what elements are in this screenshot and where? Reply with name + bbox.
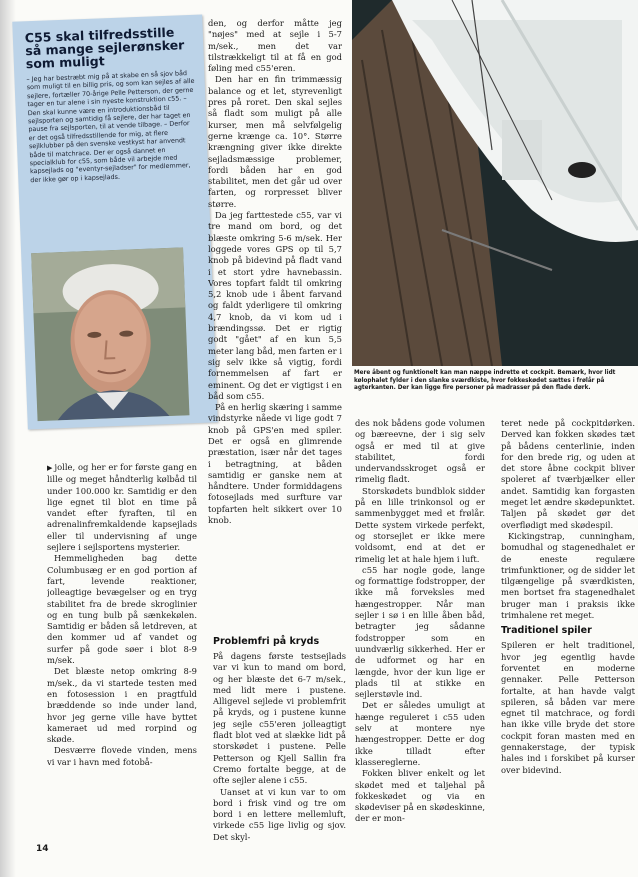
- page-gutter-shadow: [0, 0, 16, 877]
- col3-paragraph: c55 har nogle gode, lange og formattige fodstropper, der ikke må forveksles med hængestropper. Når man sejler i sø i en lille åben båd, betragter jeg sådanne fodstropper som en uundværlig sikkerhed. Her er de udformet og har en længde, hvor der kun lige er plads til at stikke en sejlerstøvle ind.: [355, 564, 485, 700]
- article-column-2-lower: [213, 632, 346, 844]
- boat-photo-image: [352, 0, 638, 366]
- col2c-paragraph: Uanset at vi kun var to om bord i frisk vind og tre om bord i en lettere mellemluft, virkede c55 lige livlig og sjov. Det skyl-: [213, 786, 346, 842]
- article-column-4: [501, 418, 635, 842]
- col2-paragraph: Den har en fin trimmæssig balance og et let, styrevenligt pres på roret. Den skal sejles så fladt som muligt på alle kurser, men må selvfølgelig gerne krænge ca. 10°. Større krængning giver ikke direkte sejladsmæssige problemer, fordi båden har en god stabilitet, men det går ud over farten, og rorpresset bliver større.: [208, 74, 342, 209]
- portrait-photo: [31, 247, 189, 421]
- col4-paragraph: teret nede på cockpitdørken. Derved kan fokken skødes tæt på bådens centerlinie, inden for den brede rig, og uden at det store åbne cockpit bliver spoleret af tværbjælker eller andet. Samtidig kan forgasten meget let ændre skødepunktet. Taljen på skødet gør det overflødigt med skødespil.: [501, 418, 635, 530]
- col4-paragraph: Kickingstrap, cunningham, bomudhal og stagenedhalet er de eneste regulære trimfunktioner, og de sidder let tilgængelige på sværdkisten, men bortset fra stagenedhalet bruger man i praksis ikke trimhalene ret meget.: [501, 530, 635, 621]
- col3-paragraph: Fokken bliver enkelt og let skødet med et taljehal på fokkeskødet og via en skødeviser på en skødeskinne, der er mon-: [355, 768, 485, 824]
- portrait-image: [31, 247, 189, 421]
- sidebar-text: – Jeg har bestræbt mig på at skabe en så sjov båd som muligt til en billig pris, og som kan sejles af alle sejlere, fortæller 70-årige Pelle Petterson, der gerne tager en tur alene i sin nyeste konstruktion c55. – Den skal kunne være en introduktionsbåd til sejlsporten og samtidig få sejlere, der har taget en pause fra sejlsporten, til at vende tilbage. – Derfor er det også tilfredsstillende for mig, at flere sejlklubber på den svenske vestkyst har anvendt både til matchrace. Der er også dannet en specialklub for c55, som både vil arbejde med kapsejlads og "eventyr-sejladser" for medlemmer, der ikke gør op i kapsejlads.: [26, 69, 195, 185]
- col1-paragraph: Det blæste netop omkring 8-9 m/sek., da vi startede testen med en fotosession i en pragtfuld bræddende so inde under land, hvor jeg gerne ville have byttet kameraet ud med rorpind og skøde.: [47, 666, 197, 745]
- arrow-bullet-icon: ▶: [47, 464, 53, 472]
- col3-paragraph: Det er således umuligt at hænge reguleret i c55 uden selv at montere nye hængestropper. Dette er dog ikke tilladt efter klassereglerne.: [355, 700, 485, 767]
- sidebar-title: C55 skal tilfredsstille så mange sejlerønsker som muligt: [24, 24, 185, 72]
- col2c-paragraph: På dagens første testsejlads var vi kun to mand om bord, og her blæste det 6-7 m/sek., med lidt mere i pustene. Alligevel sejlede vi problemfrit på kryds, og i pustene kunne jeg sejle c55'eren jolleagtigt fladt blot ved at slække lidt på storskødet i pustene. Pelle Petterson og Kjell Sallin fra Cremo fortalte begge, at de ofte sejler alene i c55.: [213, 651, 346, 786]
- col2-paragraph: Da jeg farttestede c55, var vi tre mand om bord, og det blæste omkring 5-6 m/sek. Her loggede vores GPS op til 5,7 knob på bidevind på fladt vand i et stort ydre havnebassin. Vores topfart faldt til omkring 5,2 knob ude i åbent farvand og faldt yderligere til omkring 4,7 knob, da vi kom ud i brændingssø. Det er rigtig godt "gået" af en kun 5,5 meter lang båd, men farten er i sig selv ikke så vigtig, fordi fornemmelsen af fart er eminent. Og det er vigtigst i en båd som c55.: [208, 210, 342, 401]
- article-column-2: [208, 18, 342, 562]
- col3-paragraph: des nok bådens gode volumen og bæreevne, der i sig selv også er med til at give stabilitet, fordi undervandsskroget også er rimelig fladt.: [355, 418, 485, 485]
- col1-paragraph: ▶ jolle, og her er for første gang en lille og meget håndterlig kølbåd til under 100.000 kr. Samtidig er den lige egnet til blot en time på vandet efter fyraften, til en adrenalinfremkaldende kapsejlads eller til undervisning af unge sejlere i sejlsportens mysterier.: [47, 462, 197, 553]
- col3-paragraph: Storskødets bundblok sidder på en lille trinkonsol og er sammenbygget med et frølår. Dette system virkede perfekt, og storsejlet er ikke mere voldsomt, end at det er rimelig let at hale hjem i luft.: [355, 485, 485, 564]
- article-column-1: [47, 462, 197, 862]
- col2-paragraph: På en herlig skæring i samme vindstyrke nåede vi lige godt 7 knob på GPS'en med spiler. Det er også en glimrende præstation, især når det tages i betragtning, at båden samtidig er ganske nem at håndtere. Under formiddagens fotosejlads med surfture var topfarten helt sikkert over 10 knob.: [208, 402, 342, 526]
- col2-paragraph: den, og derfor måtte jeg "nøjes" med at sejle i 5-7 m/sek., men det var tilstrækkeligt til at få en god føling med c55'eren.: [208, 18, 342, 74]
- boat-cockpit-photo: [352, 0, 638, 366]
- sidebar-box: [12, 15, 218, 430]
- col1-paragraph: Desværre flovede vinden, mens vi var i havn med fotobå-: [47, 745, 197, 767]
- photo-caption: Mere åbent og funktionelt kan man næppe indrette et cockpit. Bemærk, hvor lidt kølophalet fylder i den slanke sværdkiste, hvor fokkeskødet sættes i frølår på agterkanten. Der kan ligge fire personer på madrasser på den flade dørk.: [354, 370, 616, 392]
- section-heading: Traditionel spiler: [501, 625, 592, 637]
- col4-paragraph: Spileren er helt traditionel, hvor jeg egentlig havde forventet en moderne gennaker. Pelle Petterson fortalte, at han havde valgt spileren, så båden var mere egnet til matchrace, og fordi han ikke ville bryde det store cockpit foran masten med en gennakerstage, der typisk hales ind i forskibet på kurser over bidevind.: [501, 640, 635, 775]
- col1-paragraph: Hemmeligheden bag dette Columbusæg er en god portion af fart, levende reaktioner, jolleagtige bevægelser og en tryg stabilitet fra de brede skroglinier og en tung bulb på sænkekølen. Samtidig er båden så letdreven, at den kommer ud af vandet og surfer på gode søer i blot 8-9 m/sek.: [47, 553, 197, 666]
- article-column-3: [355, 418, 485, 842]
- page-number: 14: [36, 844, 49, 854]
- section-heading: Problemfri på kryds: [213, 636, 320, 647]
